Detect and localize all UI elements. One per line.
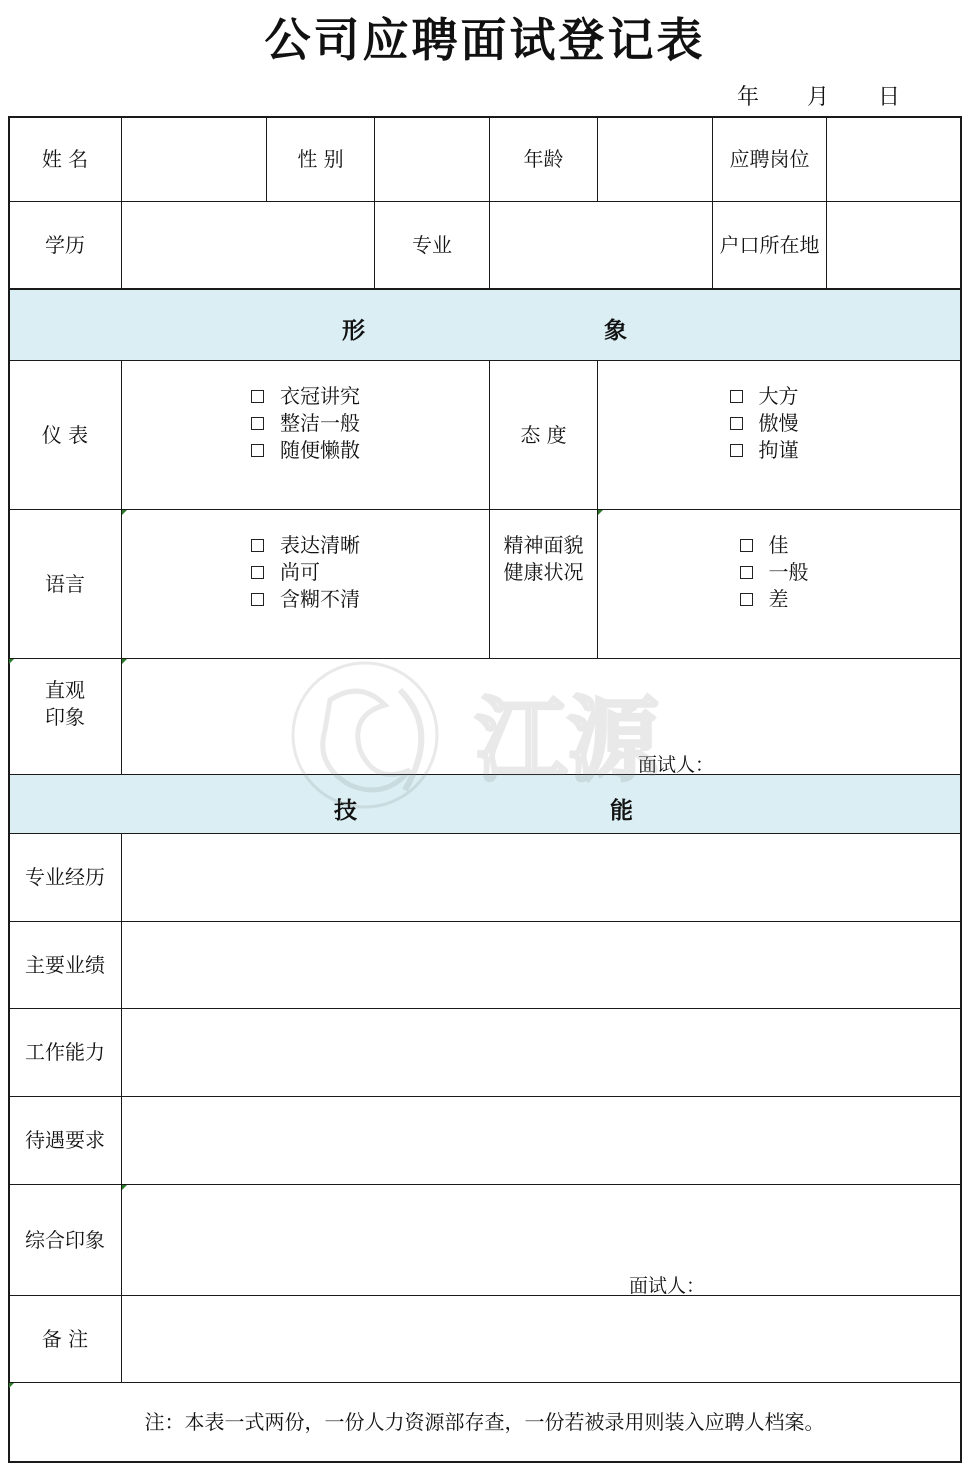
section-skill-left: 技 [334, 797, 357, 824]
checkbox-icon[interactable] [740, 539, 753, 552]
language-option[interactable]: 尚可 [251, 559, 320, 586]
checkbox-icon[interactable] [251, 390, 264, 403]
experience-label: 专业经历 [25, 865, 105, 889]
appearance-label: 仪 表 [41, 422, 89, 447]
appearance-option[interactable]: 整洁一般 [251, 410, 360, 437]
checkbox-icon[interactable] [730, 444, 743, 457]
remarks-input[interactable] [122, 1296, 960, 1382]
spirit-option[interactable]: 佳 [740, 532, 789, 559]
spirit-label-line2: 健康状况 [503, 560, 584, 584]
checkbox-icon[interactable] [251, 539, 264, 552]
spirit-label-line1: 精神面貌 [503, 533, 584, 557]
section-image-right: 象 [604, 317, 627, 344]
attitude-options [598, 361, 960, 509]
table-rule [960, 116, 962, 1463]
attitude-option[interactable]: 大方 [730, 383, 799, 410]
page-title: 公司应聘面试登记表 [264, 13, 706, 67]
spirit-option[interactable]: 一般 [740, 559, 809, 586]
age-input[interactable] [598, 117, 712, 201]
language-option[interactable]: 含糊不清 [251, 586, 360, 613]
section-image-left: 形 [342, 317, 365, 344]
language-option[interactable]: 表达清晰 [251, 532, 360, 559]
watermark-text: 江源 [475, 687, 660, 794]
watermark-emblem-icon [290, 660, 690, 810]
overall-interviewer-label: 面试人： [629, 1275, 706, 1297]
name-label: 姓 名 [41, 146, 89, 171]
overall-input[interactable] [122, 1185, 960, 1295]
impression-interviewer-label: 面试人： [638, 754, 715, 776]
watermark-logo [290, 660, 690, 814]
checkbox-icon[interactable] [730, 417, 743, 430]
achievements-label: 主要业绩 [25, 952, 105, 977]
experience-input[interactable] [122, 834, 960, 921]
appearance-option[interactable]: 衣冠讲究 [251, 383, 360, 410]
impression-label [9, 659, 121, 774]
position-label: 应聘岗位 [729, 146, 810, 171]
remarks-label: 备 注 [41, 1326, 89, 1351]
checkbox-icon[interactable] [251, 566, 264, 579]
language-options [122, 510, 489, 658]
appearance-option[interactable]: 随便懒散 [251, 437, 360, 464]
checkbox-icon[interactable] [730, 390, 743, 403]
achievements-input[interactable] [122, 922, 960, 1008]
salary-label: 待遇要求 [25, 1128, 105, 1152]
date-year-label: 年 [737, 85, 760, 110]
gender-label: 性 别 [297, 146, 344, 171]
checkbox-icon[interactable] [740, 593, 753, 606]
name-input[interactable] [122, 117, 266, 201]
table-rule [8, 1461, 962, 1463]
date-day-label: 日 [878, 85, 901, 110]
position-input[interactable] [827, 117, 960, 201]
date-month-label: 月 [807, 85, 830, 110]
attitude-label: 态 度 [520, 422, 567, 447]
checkbox-icon[interactable] [251, 444, 264, 457]
attitude-option[interactable]: 拘谨 [730, 437, 799, 464]
hukou-label: 户口所在地 [719, 232, 820, 257]
checkbox-icon[interactable] [251, 417, 264, 430]
salary-input[interactable] [122, 1097, 960, 1184]
impression-label-line1: 直观 [45, 678, 85, 702]
table-rule [8, 288, 962, 290]
footer-note: 注：本表一式两份，一份人力资源部存查，一份若被录用则装入应聘人档案。 [144, 1409, 825, 1434]
ability-input[interactable] [122, 1009, 960, 1096]
major-label: 专业 [412, 232, 452, 257]
section-band-image [8, 290, 961, 360]
spirit-options [598, 510, 960, 658]
ability-label: 工作能力 [25, 1040, 105, 1064]
gender-input[interactable] [375, 117, 489, 201]
section-skill-right: 能 [610, 797, 633, 824]
appearance-options [122, 361, 489, 509]
overall-label: 综合印象 [25, 1227, 105, 1252]
education-label: 学历 [45, 232, 85, 257]
major-input[interactable] [490, 202, 712, 288]
language-label: 语言 [45, 571, 85, 596]
education-input[interactable] [122, 202, 374, 288]
spirit-option[interactable]: 差 [740, 586, 789, 613]
age-label: 年龄 [523, 146, 564, 171]
spirit-label [490, 510, 597, 658]
impression-label-line2: 印象 [45, 705, 85, 729]
checkbox-icon[interactable] [740, 566, 753, 579]
checkbox-icon[interactable] [251, 593, 264, 606]
hukou-input[interactable] [827, 202, 960, 288]
attitude-option[interactable]: 傲慢 [730, 410, 799, 437]
